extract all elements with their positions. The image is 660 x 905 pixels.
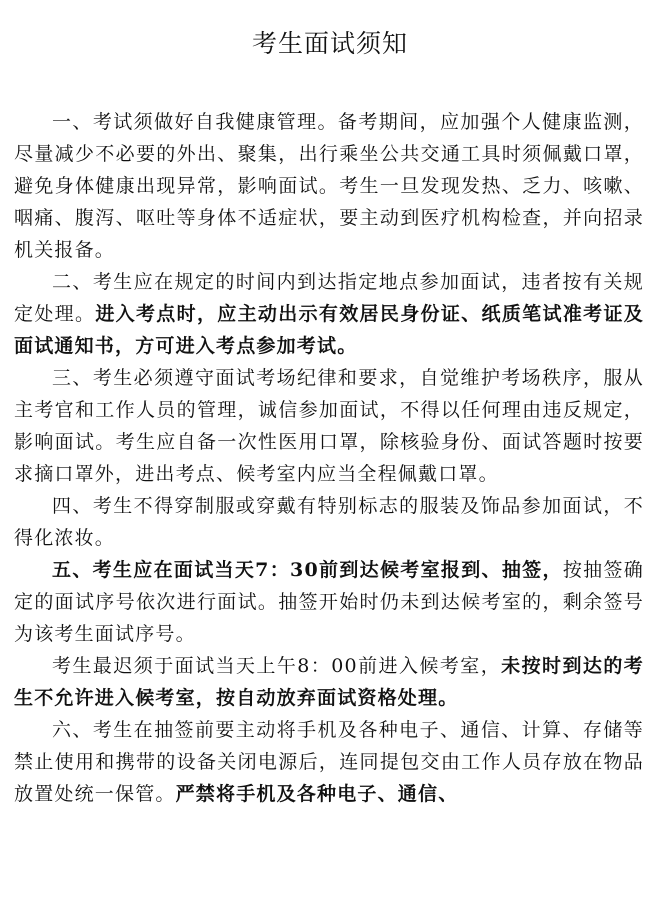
paragraph-text: 三、考生必须遵守面试考场纪律和要求，自觉维护考场秩序，服从主考官和工作人员的管理，诚信参加面试，不得以任何理由违反规定，影响面试。考生应自备一次性医用口罩，除核验身份、面试答题时按要求摘口罩外，进出考点、候考室内应当全程佩戴口罩。 [14,367,644,485]
paragraph-bold-text: 未按时到达的考生不允许进入候考室，按自动放弃面试资格处理。 [14,655,644,709]
paragraph-2 [14,266,644,362]
document-body [14,106,644,810]
paragraph-text: 一、考试须做好自我健康管理。备考期间，应加强个人健康监测，尽量减少不必要的外出、聚集，出行乘坐公共交通工具时须佩戴口罩，避免身体健康出现异常，影响面试。考生一旦发现发热、乏力、咳嗽、咽痛、腹泻、呕吐等身体不适症状，要主动到医疗机构检查，并向招录机关报备。 [14,111,644,261]
paragraph-bold-text: 五、考生应在面试当天7：30前到达候考室报到、抽签， [52,559,563,581]
paragraph-text: 按抽签确定的面试序号依次进行面试。抽签开始时仍未到达候考室的，剩余签号为该考生面试序号。 [14,559,644,645]
paragraph-bold-text: 进入考点时，应主动出示有效居民身份证、纸质笔试准考证及面试通知书，方可进入考点参加考试。 [14,303,644,357]
paragraph-6 [14,650,644,714]
paragraph-4 [14,490,644,554]
paragraph-bold-text: 严禁将手机及各种电子、通信、 [175,783,459,805]
paragraph-text: 考生最迟须于面试当天上午8：00前进入候考室， [52,655,502,677]
paragraph-3 [14,362,644,490]
paragraph-1 [14,106,644,266]
paragraph-text: 六、考生在抽签前要主动将手机及各种电子、通信、计算、存储等禁止使用和携带的设备关闭电源后，连同提包交由工作人员存放在物品放置处统一保管。 [14,719,644,805]
paragraph-5 [14,554,644,650]
paragraph-7 [14,714,644,810]
paragraph-text: 四、考生不得穿制服或穿戴有特别标志的服装及饰品参加面试，不得化浓妆。 [14,495,644,549]
paragraph-text: 二、考生应在规定的时间内到达指定地点参加面试，违者按有关规定处理。 [14,271,644,325]
document-title: 考生面试须知 [251,29,408,58]
